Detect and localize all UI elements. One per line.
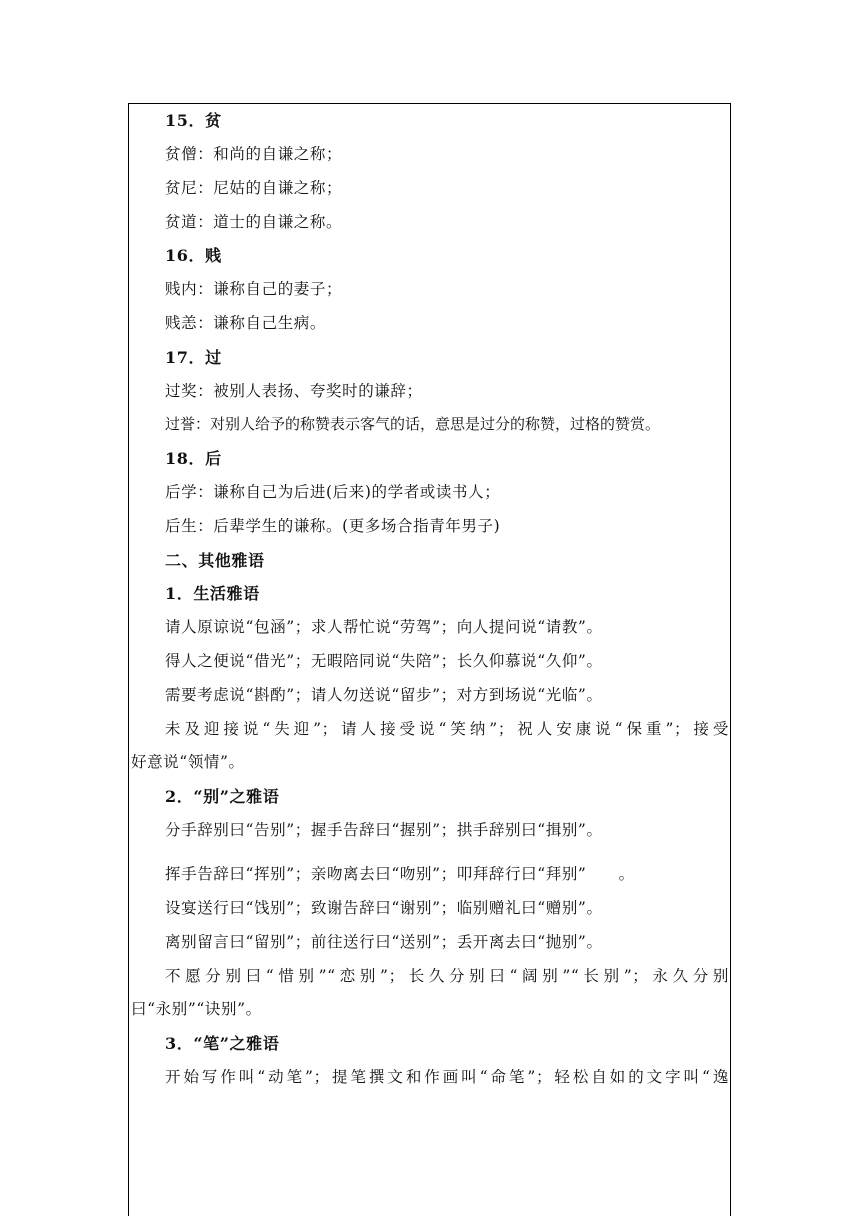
term-line: 贫僧：和尚的自谦之称； xyxy=(165,145,343,163)
subsection-heading: 1．生活雅语 xyxy=(165,584,260,603)
phrase-line: 挥手告辞曰“挥别”；亲吻离去曰“吻别”；叩拜辞行曰“拜别” 。 xyxy=(165,865,635,883)
phrase-line: 分手辞别曰“告别”；握手告辞曰“握别”；拱手辞别曰“揖别”。 xyxy=(165,821,603,839)
phrase-line: 好意说“领情”。 xyxy=(131,753,245,771)
subsection-heading: 3．“笔”之雅语 xyxy=(165,1034,280,1053)
phrase-line: 请人原谅说“包涵”；求人帮忙说“劳驾”；向人提问说“请教”。 xyxy=(165,618,603,636)
section-heading: 15．贫 xyxy=(165,111,222,130)
term-line: 后生：后辈学生的谦称。(更多场合指青年男子) xyxy=(165,517,501,535)
phrase-line: 需要考虑说“斟酌”；请人勿送说“留步”；对方到场说“光临”。 xyxy=(165,686,603,704)
section-heading: 18．后 xyxy=(165,449,222,468)
section-heading: 二、其他雅语 xyxy=(165,551,265,570)
phrase-line: 离别留言曰“留别”；前往送行曰“送别”；丢开离去曰“抛别”。 xyxy=(165,933,603,951)
section-heading: 16．贱 xyxy=(165,246,222,265)
phrase-line: 未及迎接说“失迎”；请人接受说“笑纳”；祝人安康说“保重”；接受 xyxy=(165,720,729,738)
phrase-line: 得人之便说“借光”；无暇陪同说“失陪”；长久仰慕说“久仰”。 xyxy=(165,652,603,670)
term-line: 后学：谦称自己为后进(后来)的学者或读书人； xyxy=(165,483,501,501)
term-line: 过奖：被别人表扬、夸奖时的谦辞； xyxy=(165,382,423,400)
term-line: 贱内：谦称自己的妻子； xyxy=(165,280,343,298)
phrase-line: 不愿分别曰“惜别”“恋别”；长久分别曰“阔别”“长别”；永久分别 xyxy=(165,967,729,985)
subsection-heading: 2．“别”之雅语 xyxy=(165,787,280,806)
term-line: 过誉：对别人给予的称赞表示客气的话，意思是过分的称赞，过格的赞赏。 xyxy=(165,415,661,433)
section-heading: 17．过 xyxy=(165,348,222,367)
phrase-line: 开始写作叫“动笔”；提笔撰文和作画叫“命笔”；轻松自如的文字叫“逸 xyxy=(165,1068,729,1086)
phrase-line: 设宴送行曰“饯别”；致谢告辞曰“谢别”；临别赠礼曰“赠别”。 xyxy=(165,899,603,917)
phrase-line: 曰“永别”“诀别”。 xyxy=(131,1000,262,1018)
term-line: 贫道：道士的自谦之称。 xyxy=(165,213,343,231)
term-line: 贱恙：谦称自己生病。 xyxy=(165,314,327,332)
term-line: 贫尼：尼姑的自谦之称； xyxy=(165,179,343,197)
